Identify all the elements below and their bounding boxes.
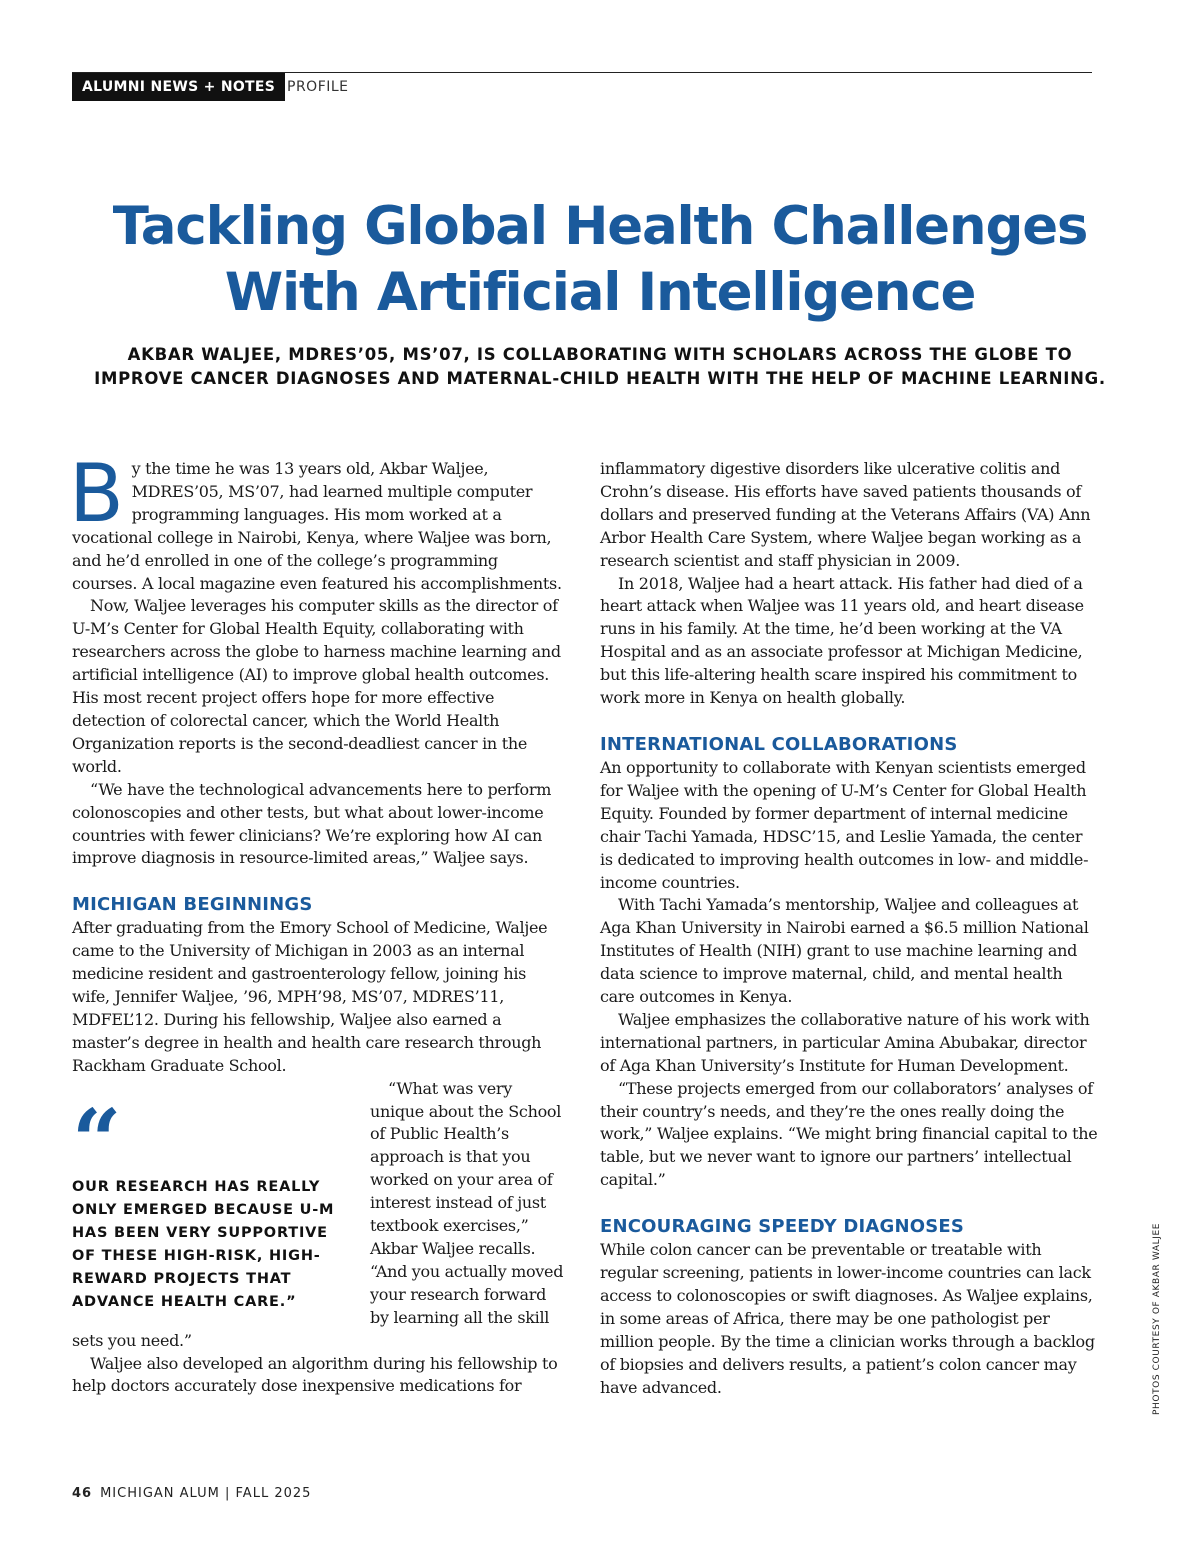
quote-mark-icon: “ (72, 1090, 122, 1192)
paragraph: Waljee emphasizes the collaborative nature of his work with international partners, in particular Amina Abubakar, director of Aga Khan University’s Institute for Human Development. (600, 1009, 1090, 1075)
page-footer (72, 1484, 311, 1504)
subhead-michigan-beginnings: MICHIGAN BEGINNINGS (72, 894, 313, 916)
page-number: 46 (72, 1486, 93, 1501)
paragraph: “What was very unique about the School of Public Health’s approach is that you worked on your area of interest instead of just textbook exercises,” Akbar Waljee recalls. “And you actually moved your research forward by learning all the skill sets you need.” (72, 1078, 564, 1350)
paragraph-intro (69, 447, 567, 595)
headline-line-2: With Artificial Intelligence (224, 262, 976, 323)
dek-line-1: AKBAR WALJEE, MDRES’05, MS’07, IS COLLABORATING WITH SCHOLARS ACROSS THE GLOBE TO (127, 345, 1073, 364)
subhead-encouraging-speedy-diagnoses: ENCOURAGING SPEEDY DIAGNOSES (600, 1216, 965, 1238)
paragraph: Waljee also developed an algorithm during his fellowship to help doctors accurately dose inexpensive medications for (72, 1353, 558, 1396)
paragraph: In 2018, Waljee had a heart attack. His father had died of a heart attack when Waljee was 11 years old, and heart disease runs in his family. At the time, he’d been working at the VA Hospital and as an associate professor at Michigan Medicine, but this life-altering health scare inspired his commitment to work more in Kenya on health globally. (600, 573, 1084, 708)
column-left (69, 447, 567, 1398)
headline (60, 194, 1140, 326)
paragraph: While colon cancer can be preventable or treatable with regular screening, patients in lower-income countries can lack access to colonoscopies or swift diagnoses. As Waljee explains, in some areas of Africa, there may be one pathologist per million people. By the time a clinician works through a backlog of biopsies and delivers results, a patient’s colon cancer may have advanced. (600, 1240, 1095, 1397)
dek-line-2: IMPROVE CANCER DIAGNOSES AND MATERNAL-CHILD HEALTH WITH THE HELP OF MACHINE LEARNING. (94, 369, 1106, 388)
paragraph-intro-text: y the time he was 13 years old, Akbar Waljee, MDRES’05, MS’07, had learned multiple computer programming languages. His mom worked at a vocational college in Nairobi, Kenya, where Waljee was born, and he’d enrolled in one of the college’s programming courses. A local magazine even featured his accomplishments. (72, 459, 562, 593)
paragraph: After graduating from the Emory School of Medicine, Waljee came to the University of Michigan in 2003 as an internal medicine resident and gastroenterology fellow, joining his wife, Jennifer Waljee, ’96, MPH’98, MS’07, MDRES’11, MDFEL’12. During his fellowship, Waljee also earned a master’s degree in health and health care research through Rackham Graduate School. (72, 918, 548, 1075)
pull-quote-text: OUR RESEARCH HAS REALLY ONLY EMERGED BECAUSE U-M HAS BEEN VERY SUPPORTIVE OF THESE HIGH-RISK, HIGH-REWARD PROJECTS THAT ADVANCE HEALTH CARE.” (72, 1178, 335, 1310)
subhead-international-collaborations: INTERNATIONAL COLLABORATIONS (600, 733, 958, 755)
headline-line-1: Tackling Global Health Challenges (112, 196, 1088, 257)
paragraph: inflammatory digestive disorders like ulcerative colitis and Crohn’s disease. His efforts have saved patients thousands of dollars and preserved funding at the Veterans Affairs (VA) Ann Arbor Health Care System, where Waljee began working as a research scientist and staff physician in 2009. (600, 459, 1091, 570)
photo-credit: PHOTOS COURTESY OF AKBAR WALJEE (1152, 1222, 1162, 1415)
paragraph: An opportunity to collaborate with Kenyan scientists emerged for Waljee with the opening of U-M’s Center for Global Health Equity. Founded by former department of internal medicine chair Tachi Yamada, HDSC’15, and Leslie Yamada, the center is dedicated to improving health outcomes in low- and middle-income countries. (600, 757, 1089, 892)
column-right (600, 458, 1098, 1400)
pull-quote (72, 1090, 352, 1314)
publication-name: MICHIGAN ALUM | FALL 2025 (100, 1486, 312, 1501)
paragraph: Now, Waljee leverages his computer skills as the director of U-M’s Center for Global Health Equity, collaborating with researchers across the globe to harness machine learning and artificial intelligence (AI) to improve global health outcomes. His most recent project offers hope for more effective detection of colorectal cancer, which the World Health Organization reports is the second-deadliest cancer in the world. (72, 596, 561, 776)
paragraph: With Tachi Yamada’s mentorship, Waljee and colleagues at Aga Khan University in Nairobi earned a $6.5 million National Institutes of Health (NIH) grant to use machine learning and data science to improve maternal, child, and mental health care outcomes in Kenya. (600, 895, 1089, 1007)
paragraph: “These projects emerged from our collaborators’ analyses of their country’s needs, and they’re the ones really doing the work,” Waljee explains. “We might bring financial capital to the table, but we never want to ignore our partners’ intellectual capital.” (600, 1078, 1098, 1190)
section-tag: ALUMNI NEWS + NOTES (72, 73, 285, 101)
section-subtag: PROFILE (287, 79, 349, 95)
dek (50, 343, 1150, 391)
drop-cap: B (69, 447, 124, 540)
paragraph: “We have the technological advancements here to perform colonoscopies and other tests, but what about lower-income countries with fewer clinicians? We’re exploring how AI can improve diagnosis in resource-limited areas,” Waljee says. (72, 779, 552, 868)
